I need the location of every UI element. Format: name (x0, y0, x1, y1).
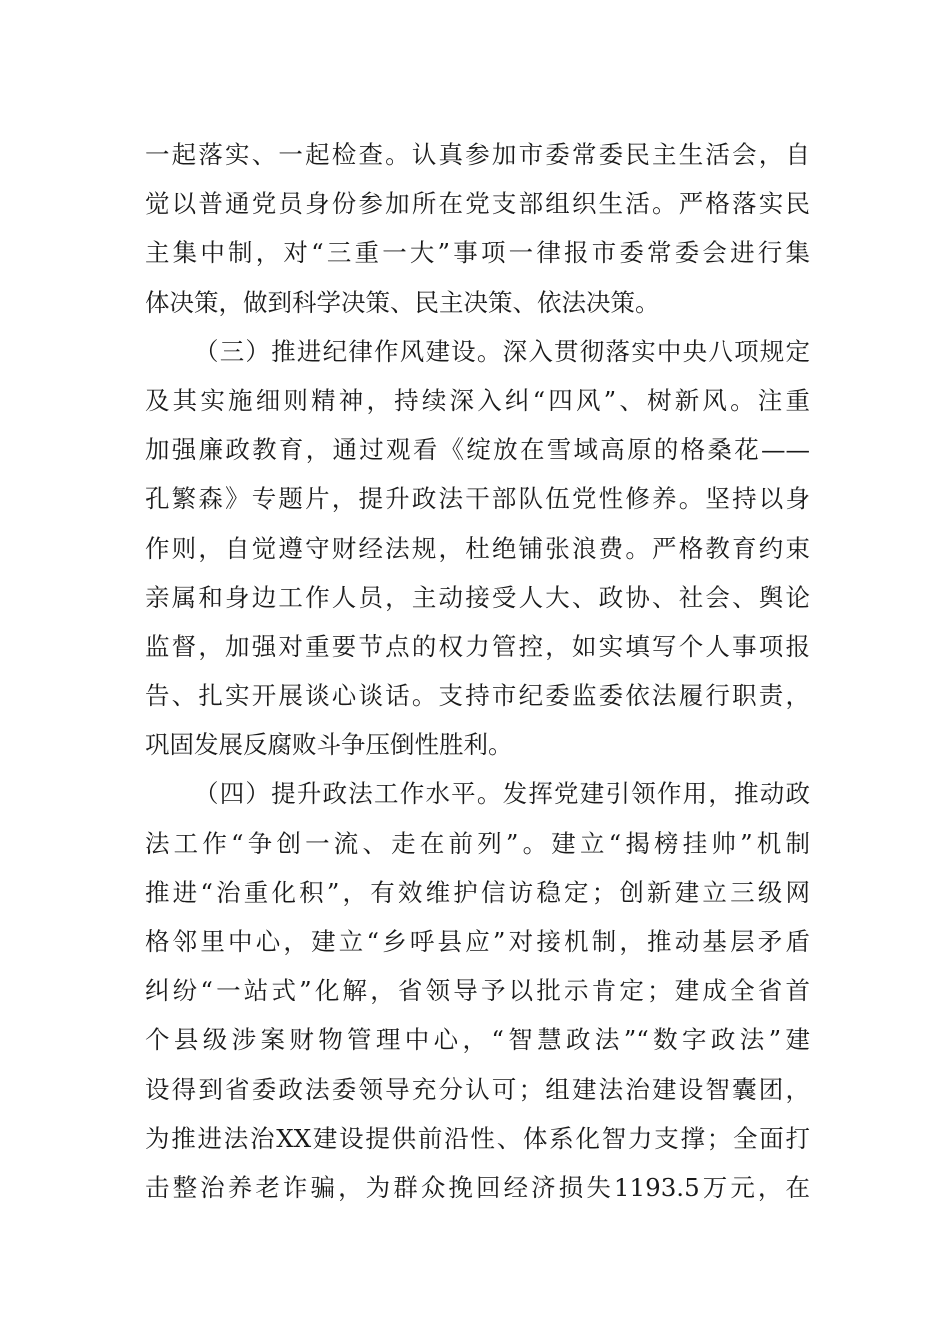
body-text (145, 130, 810, 1212)
text-line: 亲属和身边工作人员，主动接受人大、政协、社会、舆论 (145, 582, 810, 612)
text-line: 孔繁森》专题片，提升政法干部队伍党性修养。坚持以身 (145, 484, 810, 514)
text-line: 法工作“争创一流、走在前列”。建立“揭榜挂帅”机制 (145, 828, 810, 858)
text-line: 设得到省委政法委领导充分认可；组建法治建设智囊团， (145, 1074, 810, 1104)
text-line: 击整治养老诈骗，为群众挽回经济损失1193.5万元，在 (145, 1172, 810, 1202)
text-line: 格邻里中心，建立“乡呼县应”对接机制，推动基层矛盾 (145, 927, 810, 956)
text-line: 体决策，做到科学决策、民主决策、依法决策。 (145, 287, 660, 317)
text-line: 作则，自觉遵守财经法规，杜绝铺张浪费。严格教育约束 (145, 533, 810, 563)
text-line: 个县级涉案财物管理中心，“智慧政法”“数字政法”建 (145, 1025, 810, 1055)
text-line: 为推进法治XX建设提供前沿性、体系化智力支撑；全面打 (145, 1123, 810, 1153)
text-line: 觉以普通党员身份参加所在党支部组织生活。严格落实民 (145, 189, 810, 219)
text-line: 加强廉政教育，通过观看《绽放在雪域高原的格桑花—— (145, 435, 810, 465)
text-line: 巩固发展反腐败斗争压倒性胜利。 (145, 730, 513, 760)
text-line: 一起落实、一起检查。认真参加市委常委民主生活会，自 (145, 140, 810, 169)
text-line: 纠纷“一站式”化解，省领导予以批示肯定；建成全省首 (145, 976, 810, 1006)
text-line: 及其实施细则精神，持续深入纠“四风”、树新风。注重 (145, 385, 810, 415)
text-line: 告、扎实开展谈心谈话。支持市纪委监委依法履行职责， (145, 681, 810, 711)
text-line: 监督，加强对重要节点的权力管控，如实填写个人事项报 (145, 631, 810, 661)
text-line: 主集中制，对“三重一大”事项一律报市委常委会进行集 (145, 238, 810, 268)
paragraph-first-line: （四）提升政法工作水平。发挥党建引领作用，推动政 (194, 779, 810, 809)
text-line: 推进“治重化积”，有效维护信访稳定；创新建立三级网 (145, 877, 810, 907)
paragraph-first-line: （三）推进纪律作风建设。深入贯彻落实中央八项规定 (194, 336, 810, 366)
